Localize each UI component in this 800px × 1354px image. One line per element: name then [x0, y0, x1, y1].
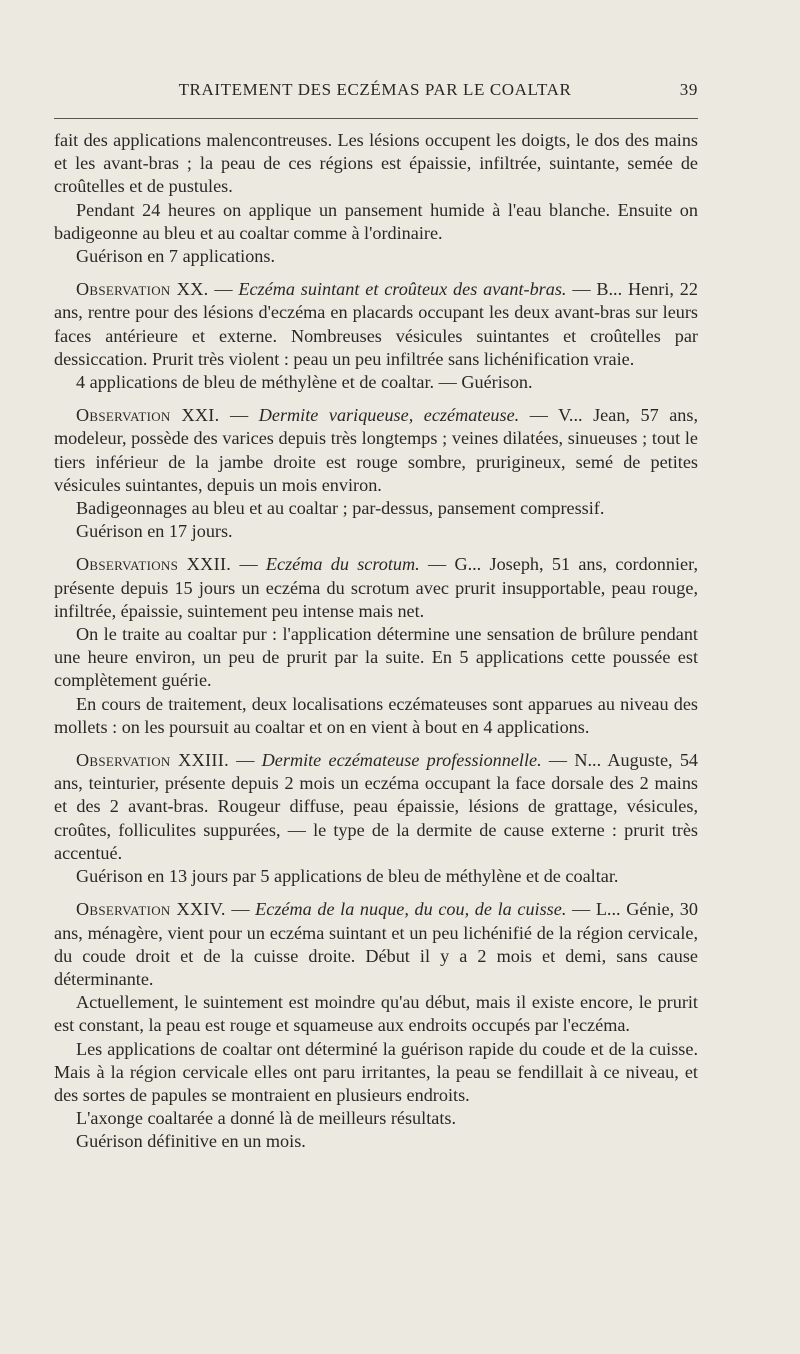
- running-header: [54, 78, 696, 106]
- document-body: [54, 129, 698, 1154]
- paragraph-text: — N... Auguste, 54 ans, teinturier, présente depuis 2 mois un eczéma occupant la face dorsale des 2 mains et des 2 avant-bras. Rougeur diffuse, peau épaissie, lésions de grattage, vésicules, croûtes, folliculites suppurées, — le type de la dermite de cause externe : prurit très accentué.: [54, 750, 699, 863]
- observation-title: Eczéma de la nuque, du cou, de la cuisse.: [255, 899, 567, 920]
- observation-title: Dermite eczémateuse professionnelle.: [261, 750, 542, 771]
- paragraph-text: — V... Jean, 57 ans, modeleur, possède des varices depuis très longtemps ; veines dilatées, sinueuses ; tout le tiers inférieur de la jambe droite est rouge sombre, prurigineux, semé de petites vésicules suintantes, depuis un mois environ.: [54, 405, 698, 495]
- observation-paragraph: [54, 553, 698, 623]
- paragraph-text: Les applications de coaltar ont déterminé la guérison rapide du coude et de la cuisse. Mais à la région cervicale elles ont paru irritantes, la peau se fendillait à ce niveau, et des sortes de papules se montraient en plusieurs endroits.: [54, 1038, 698, 1105]
- observation-paragraph: [54, 898, 698, 991]
- paragraph-text: Guérison en 7 applications.: [76, 246, 276, 267]
- paragraph: [54, 371, 698, 394]
- paragraph-text: Guérison en 17 jours.: [76, 521, 233, 542]
- paragraph-text: — L... Génie, 30 ans, ménagère, vient pour un eczéma suintant et un peu lichénifié de la région cervicale, du coude droit et de la cuisse droite. Début il y a 2 mois et demi, sans cause déterminante.: [54, 899, 698, 989]
- paragraph: [54, 991, 698, 1037]
- dash: —: [228, 750, 262, 771]
- paragraph-text: 4 applications de bleu de méthylène et de coaltar. — Guérison.: [76, 372, 533, 393]
- dash: —: [231, 554, 266, 575]
- running-title: TRAITEMENT DES ECZÉMAS PAR LE COALTAR: [178, 80, 572, 99]
- paragraph-text: Badigeonnages au bleu et au coaltar ; par-dessus, pansement compressif.: [76, 498, 605, 519]
- paragraph: [54, 497, 698, 520]
- paragraph-text: L'axonge coaltarée a donné là de meilleurs résultats.: [76, 1108, 457, 1129]
- dash: —: [219, 405, 259, 426]
- paragraph: [54, 1107, 698, 1130]
- observation-title: Eczéma du scrotum.: [265, 554, 420, 575]
- dash: —: [225, 899, 256, 920]
- observation-paragraph: [54, 278, 698, 371]
- paragraph-text: Guérison définitive en un mois.: [76, 1131, 306, 1152]
- paragraph-text: Pendant 24 heures on applique un pansement humide à l'eau blanche. Ensuite on badigeonne au bleu et au coaltar comme à l'ordinaire.: [54, 199, 698, 243]
- observation-label: Observation XXIV.: [76, 899, 226, 920]
- paragraph-text: — G... Joseph, 51 ans, cordonnier, présente depuis 15 jours un eczéma du scrotum avec prurit insupportable, peau rouge, infiltrée, épaissie, suintement peu intense mais net.: [54, 554, 698, 621]
- paragraph: [54, 129, 698, 199]
- observation-paragraph: [54, 404, 698, 497]
- header-rule: [54, 118, 698, 119]
- observation-title: Eczéma suintant et croûteux des avant-bras.: [238, 279, 567, 300]
- paragraph: [54, 245, 698, 268]
- paragraph: [54, 520, 698, 543]
- paragraph: [54, 623, 698, 693]
- observation-label: Observation XXI.: [76, 405, 220, 426]
- observation-label: Observations XXII.: [76, 554, 232, 575]
- observation-label: Observation XXIII.: [76, 750, 229, 771]
- paragraph-text: Actuellement, le suintement est moindre qu'au début, mais il existe encore, le prurit est constant, la peau est rouge et squameuse aux endroits occupés par l'eczéma.: [54, 992, 698, 1036]
- paragraph-text: On le traite au coaltar pur : l'application détermine une sensation de brûlure pendant une heure environ, un peu de prurit par la suite. En 5 applications cette poussée est complètement guérie.: [54, 624, 698, 691]
- observation-title: Dermite variqueuse, eczémateuse.: [258, 405, 520, 426]
- paragraph: [54, 1038, 698, 1108]
- paragraph-text: — B... Henri, 22 ans, rentre pour des lésions d'eczéma en placards occupant les deux avant-bras sur leurs faces antérieure et externe. Nombreuses vésicules suintantes et croûtelles par dessiccation. Prurit très violent : peau un peu infiltrée sans lichénification vraie.: [54, 279, 698, 369]
- paragraph: [54, 865, 698, 888]
- observation-paragraph: [54, 749, 698, 865]
- paragraph: [54, 1130, 698, 1153]
- page-number: 39: [679, 80, 698, 99]
- paragraph-text: Guérison en 13 jours par 5 applications de bleu de méthylène et de coaltar.: [76, 866, 619, 887]
- observation-label: Observation XX.: [76, 279, 209, 300]
- paragraph: [54, 199, 698, 245]
- paragraph: [54, 693, 698, 739]
- paragraph-text: fait des applications malencontreuses. Les lésions occupent les doigts, le dos des mains et les avant-bras ; la peau de ces régions est épaissie, infiltrée, suintante, semée de croûtelles et de pustules.: [54, 130, 698, 197]
- paragraph-text: En cours de traitement, deux localisations eczémateuses sont apparues au niveau des mollets : on les poursuit au coaltar et on en vient à bout en 4 applications.: [54, 693, 698, 737]
- dash: —: [208, 279, 239, 300]
